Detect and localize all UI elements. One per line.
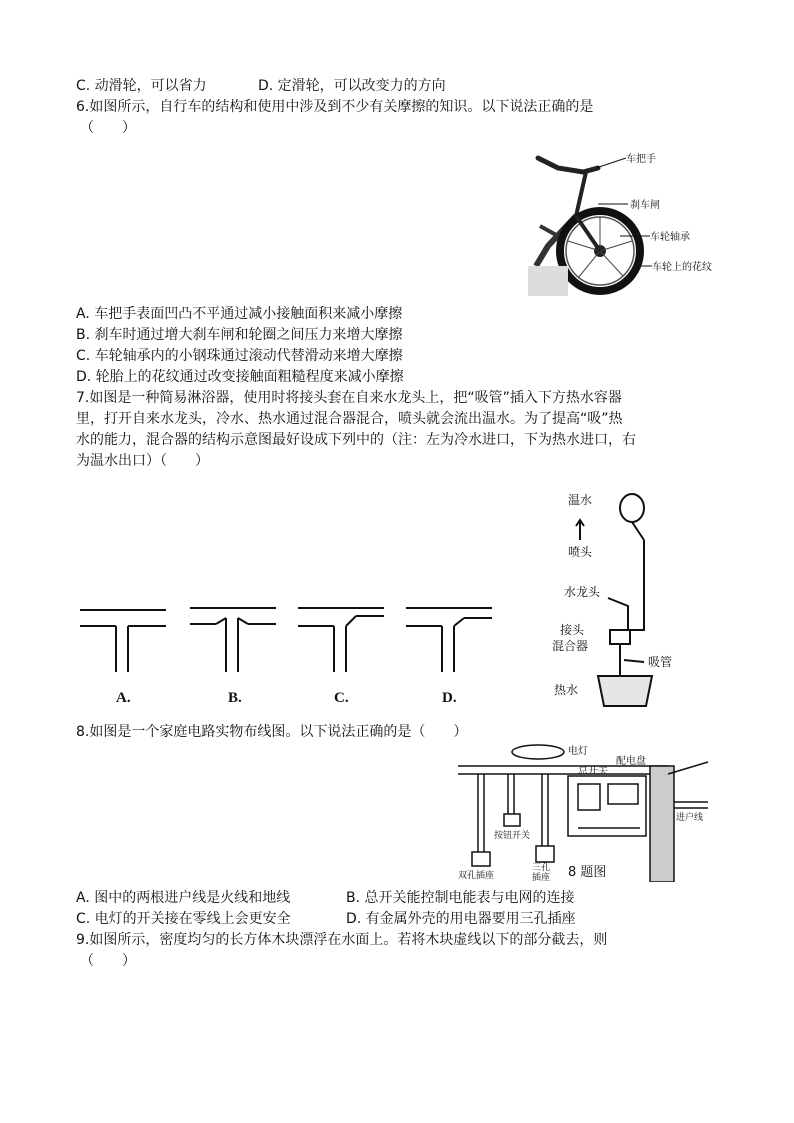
mixer-label-d: D. xyxy=(442,690,457,706)
label-joint: 接头 xyxy=(560,623,585,637)
label-main-switch: 总开关 xyxy=(578,766,608,777)
household-circuit-figure xyxy=(458,742,716,882)
label-two-hole-socket: 双孔插座 xyxy=(458,871,495,881)
label-three-hole-1: 三孔 xyxy=(532,863,551,873)
label-straw: 吸管 xyxy=(648,655,673,669)
q6-stem-line-2: （ ） xyxy=(80,120,136,136)
mixer-option-a xyxy=(80,610,166,672)
label-brake: 刹车闸 xyxy=(630,200,660,211)
mixer-options-figure xyxy=(76,598,496,712)
label-three-hole-2: 插座 xyxy=(532,873,551,882)
q9-stem-line-1: 9.如图所示，密度均匀的长方体木块漂浮在水面上。若将木块虚线以下的部分截去，则 xyxy=(76,932,608,948)
q8-option-b: B. 总开关能控制电能表与电网的连接 xyxy=(346,890,575,906)
mixer-label-c: C. xyxy=(334,690,349,706)
figure-caption: 8 题图 xyxy=(568,865,607,880)
label-tread: 车轮上的花纹 xyxy=(652,262,712,273)
q5-option-c: C. 动滑轮，可以省力 xyxy=(76,78,207,94)
label-mixer: 混合器 xyxy=(552,639,589,653)
label-hot-water: 热水 xyxy=(554,683,579,697)
label-button-switch: 按钮开关 xyxy=(494,831,531,841)
label-warm-water: 温水 xyxy=(568,493,593,507)
q8-option-c: C. 电灯的开关接在零线上会更安全 xyxy=(76,911,291,927)
q8-stem: 8.如图是一个家庭电路实物布线图。以下说法正确的是（ ） xyxy=(76,724,468,740)
q8-option-a: A. 图中的两根进户线是火线和地线 xyxy=(76,890,291,906)
mixer-option-c xyxy=(298,608,384,672)
q6-option-b: B. 刹车时通过增大刹车闸和轮圈之间压力来增大摩擦 xyxy=(76,327,403,343)
q7-stem-line-1: 7.如图是一种简易淋浴器，使用时将接头套在自来水龙头上，把“吸管”插入下方热水容器 xyxy=(76,390,622,406)
label-nozzle: 喷头 xyxy=(568,545,593,559)
label-lamp: 电灯 xyxy=(568,746,588,757)
q6-option-a: A. 车把手表面凹凸不平通过减小接触面积来减小摩擦 xyxy=(76,306,403,322)
shower-figure xyxy=(540,480,700,712)
mixer-label-b: B. xyxy=(228,690,242,706)
q7-stem-line-4: 为温水出口）（ ） xyxy=(76,453,209,469)
bicycle-figure xyxy=(528,146,723,296)
q6-stem-line-1: 6.如图所示，自行车的结构和使用中涉及到不少有关摩擦的知识。以下说法正确的是 xyxy=(76,99,594,115)
q8-option-d: D. 有金属外壳的用电器要用三孔插座 xyxy=(346,911,576,927)
mixer-label-a: A. xyxy=(116,690,131,706)
q7-stem-line-2: 里，打开自来水龙头，冷水、热水通过混合器混合，喷头就会流出温水。为了提高“吸”热 xyxy=(76,411,623,427)
q7-stem-line-3: 水的能力，混合器的结构示意图最好设成下列中的（注：左为冷水进口，下为热水进口，右 xyxy=(76,432,636,448)
label-handlebar: 车把手 xyxy=(626,154,656,165)
q9-stem-line-2: （ ） xyxy=(80,953,136,969)
mixer-option-d xyxy=(406,608,492,672)
label-tap: 水龙头 xyxy=(564,585,601,599)
label-bearing: 车轮轴承 xyxy=(650,232,690,243)
q6-option-c: C. 车轮轴承内的小钢珠通过滚动代替滑动来增大摩擦 xyxy=(76,348,403,364)
q5-option-d: D. 定滑轮，可以改变力的方向 xyxy=(258,78,446,94)
mixer-option-b xyxy=(190,608,276,672)
label-panel: 配电盘 xyxy=(616,756,646,767)
q6-option-d: D. 轮胎上的花纹通过改变接触面粗糙程度来减小摩擦 xyxy=(76,369,404,385)
label-entry-line: 进户线 xyxy=(676,813,704,823)
